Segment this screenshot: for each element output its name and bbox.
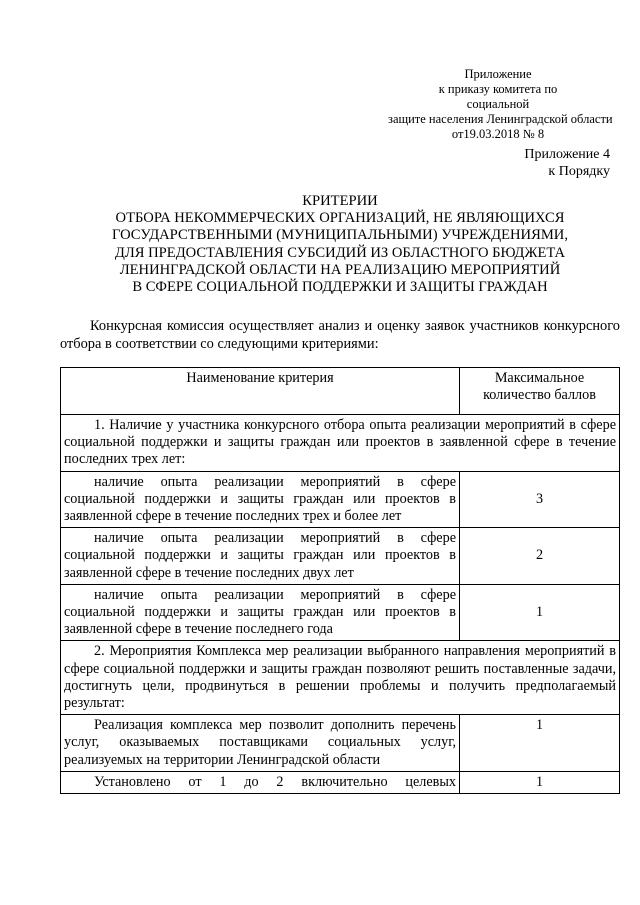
annex-line: Приложение 4 — [524, 147, 610, 162]
max-score-header: Максимальное количество баллов — [460, 368, 620, 415]
title-line: ГОСУДАРСТВЕННЫМИ (МУНИЦИПАЛЬНЫМИ) УЧРЕЖДЕНИЯМИ, — [112, 227, 568, 244]
appendix-line: к приказу комитета по социальной — [438, 82, 558, 111]
criterion-text: наличие опыта реализации мероприятий в сфере социальной поддержки и защиты граждан или проектов в заявленной сфере в течение последних трех и более лет — [61, 471, 460, 528]
intro-paragraph: Конкурсная комиссия осуществляет анализ и оценку заявок участников конкурсного отбора в соответствии со следующими критериями: — [60, 318, 620, 352]
appendix-line: защите населения Ленинградской области — [388, 112, 613, 126]
section-row — [61, 641, 620, 715]
annex-header — [524, 146, 610, 180]
criterion-name-header: Наименование критерия — [61, 368, 460, 415]
table-row — [61, 471, 620, 528]
section-2-text: 2. Мероприятия Комплекса мер реализации выбранного направления мероприятий в сфере социальной поддержки и защиты граждан позволяют решить поставленные задачи, достигнуть цели, продвинуться в решении проблемы и получить предполагаемый результат: — [61, 641, 620, 715]
document-title — [60, 193, 620, 296]
table-row — [61, 584, 620, 641]
section-1-text: 1. Наличие у участника конкурсного отбора опыта реализации мероприятий в сфере социальной поддержки и защиты граждан или проектов в заявленной сфере в течение последних трех лет: — [61, 415, 620, 472]
criterion-score: 2 — [460, 528, 620, 585]
title-line: В СФЕРЕ СОЦИАЛЬНОЙ ПОДДЕРЖКИ И ЗАЩИТЫ ГРАЖДАН — [132, 279, 548, 296]
criterion-score: 1 — [460, 771, 620, 793]
section-row — [61, 415, 620, 472]
title-line: ЛЕНИНГРАДСКОЙ ОБЛАСТИ НА РЕАЛИЗАЦИЮ МЕРОПРИЯТИЙ — [119, 261, 561, 278]
appendix-line: Приложение — [464, 67, 532, 81]
criterion-text: Установлено от 1 до 2 включительно целевых — [61, 771, 460, 793]
title-line: КРИТЕРИИ — [302, 193, 378, 209]
title-line: ОТБОРА НЕКОММЕРЧЕСКИХ ОРГАНИЗАЦИЙ, НЕ ЯВЛЯЮЩИХСЯ — [115, 210, 565, 227]
criterion-score: 1 — [460, 715, 620, 772]
criterion-score: 1 — [460, 584, 620, 641]
appendix-line: от19.03.2018 № 8 — [451, 127, 545, 141]
title-line: ДЛЯ ПРЕДОСТАВЛЕНИЯ СУБСИДИЙ ИЗ ОБЛАСТНОГО БЮДЖЕТА — [114, 244, 566, 261]
criteria-table — [60, 367, 620, 794]
table-row — [61, 771, 620, 793]
appendix-header — [388, 67, 613, 142]
criterion-text: Реализация комплекса мер позволит дополнить перечень услуг, оказываемых поставщиками социальных услуг, реализуемых на территории Ленинградской области — [61, 715, 460, 772]
criterion-text: наличие опыта реализации мероприятий в сфере социальной поддержки и защиты граждан или проектов в заявленной сфере в течение последнего года — [61, 584, 460, 641]
annex-line: к Порядку — [548, 164, 610, 179]
criterion-score: 3 — [460, 471, 620, 528]
table-header-row — [61, 368, 620, 415]
criterion-text: наличие опыта реализации мероприятий в сфере социальной поддержки и защиты граждан или проектов в заявленной сфере в течение последних двух лет — [61, 528, 460, 585]
table-row — [61, 715, 620, 772]
table-row — [61, 528, 620, 585]
